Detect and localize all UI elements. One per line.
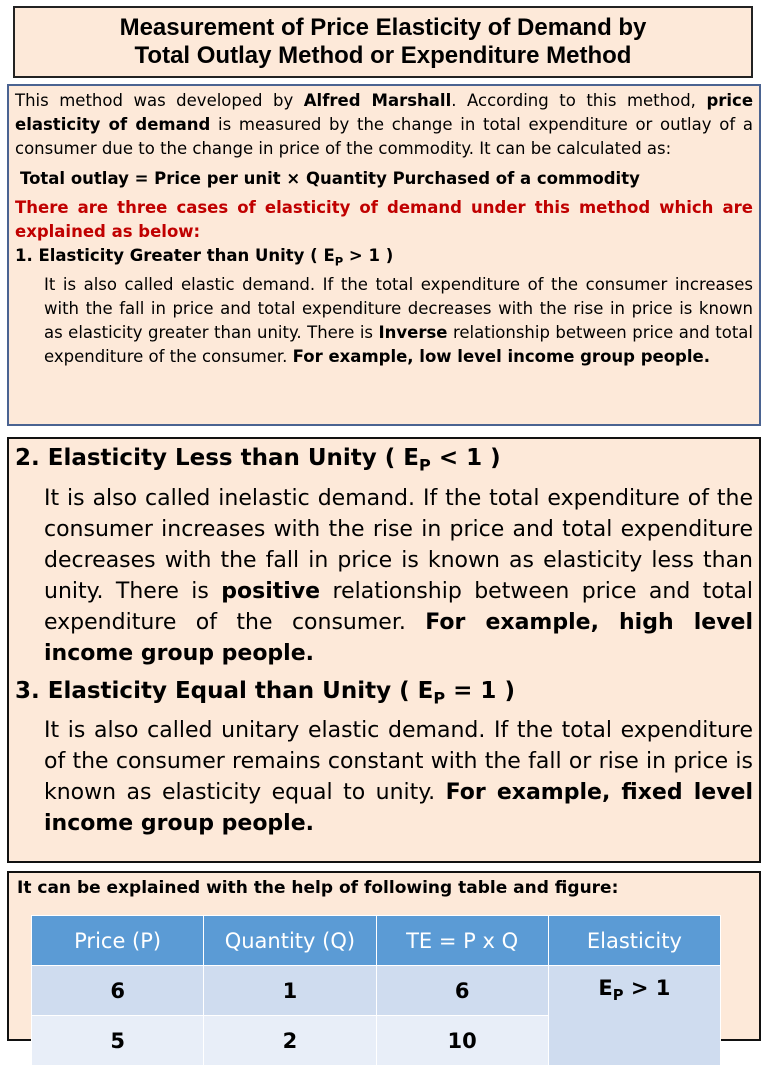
intro-text-c: is measured by the change in total expenditure or outlay of a consumer due to the change in price of the commodity. It can be calculated as: <box>15 115 753 158</box>
case2-text-a: It is also called inelastic demand. If the total expenditure of the consumer increases with the rise in price and total expenditure decreases with the fall in price is known as elasticity less than unity. There is <box>44 485 753 604</box>
table-box <box>7 871 761 1053</box>
case1-example: For example, low level income group people. <box>292 347 710 367</box>
elasticity-post: > 1 <box>623 976 671 1000</box>
case2-example: For example, high level income group people. <box>44 609 753 666</box>
case1-heading <box>15 244 753 273</box>
case2-heading <box>15 441 753 483</box>
case3-text-a: It is also called unitary elastic demand. If the total expenditure of the consumer remains constant with the fall or rise in price is known as elasticity equal to unity. <box>44 718 753 806</box>
case3-heading-pre: 3. Elasticity Equal than Unity ( E <box>15 677 434 704</box>
table-row <box>32 966 721 1016</box>
case3-example: For example, fixed level income group people. <box>44 780 753 837</box>
cell-quantity: 2 <box>204 1016 376 1066</box>
intro-box <box>7 84 761 426</box>
intro-text-a: This method was developed by <box>15 91 304 110</box>
case1-heading-pre: 1. Elasticity Greater than Unity ( E <box>15 246 335 265</box>
case1-heading-sub: P <box>334 254 344 269</box>
cell-elasticity <box>548 966 720 1066</box>
col-header-te: TE = P x Q <box>376 916 548 966</box>
cases-box <box>7 437 761 863</box>
elasticity-table <box>31 915 721 1066</box>
case2-heading-sub: P <box>419 455 431 475</box>
cell-te: 6 <box>376 966 548 1016</box>
table-header-row <box>32 916 721 966</box>
cell-te: 10 <box>376 1016 548 1066</box>
case1-heading-post: > 1 ) <box>343 246 394 265</box>
formula: Total outlay = Price per unit × Quantity Purchased of a commodity <box>20 169 640 188</box>
author-name: Alfred Marshall <box>303 91 452 110</box>
intro-paragraph <box>15 89 753 161</box>
col-header-elasticity: Elasticity <box>548 916 720 966</box>
case3-heading <box>15 674 753 716</box>
col-header-quantity: Quantity (Q) <box>204 916 376 966</box>
cell-quantity: 1 <box>204 966 376 1016</box>
cell-price: 5 <box>32 1016 204 1066</box>
case2-text-bold: positive <box>221 578 321 604</box>
col-header-price: Price (P) <box>32 916 204 966</box>
case1-text <box>15 273 753 369</box>
case3-text <box>15 715 753 839</box>
page-title <box>120 14 647 70</box>
case2-heading-post: < 1 ) <box>430 445 501 471</box>
title-box <box>13 6 753 78</box>
case3-heading-post: = 1 ) <box>445 677 515 704</box>
case2-heading-pre: 2. Elasticity Less than Unity ( E <box>15 445 420 471</box>
case2-text <box>15 483 753 669</box>
intro-text-b: . According to this method, <box>451 91 707 110</box>
elasticity-pre: E <box>598 976 613 1000</box>
case1-text-b: relationship between price and total expenditure of the consumer. <box>44 323 753 367</box>
title-line-1: Measurement of Price Elasticity of Demand by <box>119 14 647 41</box>
case1-text-a: It is also called elastic demand. If the total expenditure of the consumer increases with the fall in price and total expenditure decreases with the rise in price is known as elasticity greater than unity. There is <box>44 275 753 343</box>
case1-text-bold: Inverse <box>378 323 448 343</box>
intro-term: price elasticity of demand <box>15 91 754 134</box>
title-line-2: Total Outlay Method or Expenditure Method <box>134 42 632 69</box>
case2-text-b: relationship between price and total expenditure of the consumer. <box>44 578 753 635</box>
cases-note: There are three cases of elasticity of demand under this method which are explained as below: <box>15 198 753 241</box>
case3-heading-sub: P <box>433 688 446 708</box>
cell-price: 6 <box>32 966 204 1016</box>
table-intro: It can be explained with the help of following table and figure: <box>17 878 619 898</box>
elasticity-sub: P <box>612 987 624 1005</box>
